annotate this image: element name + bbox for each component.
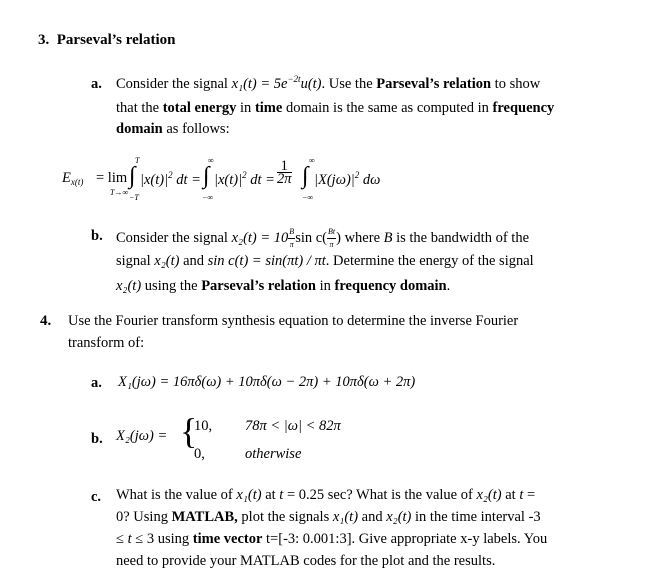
q3a-line3: domain as follows: xyxy=(116,121,230,137)
q4b-lhs: X₂(jω) = xyxy=(116,428,168,444)
q3b-line3: x₂(t) using the Parseval’s relation in frequency domain. xyxy=(116,278,451,294)
q4c-line4: need to provide your MATLAB codes for the plot and the results. xyxy=(116,553,496,569)
q3a-letter: a. xyxy=(91,76,102,92)
q3b-line1: Consider the signal x₂(t) = 10 $\frac{B}{\pi}$ sin c( $\frac{Bt}{\pi}$ ) where B is the bandwidth of the xyxy=(116,227,530,249)
q4b-case2-condition: otherwise xyxy=(245,446,302,462)
q3b-letter: b. xyxy=(91,228,103,244)
q4-line1: Use the Fourier transform synthesis equation to determine the inverse Fourier xyxy=(68,313,519,329)
q4c-line3: ≤ t ≤ 3 using time vector t=[-3: 0.001:3]. Give appropriate x-y labels. You xyxy=(116,531,548,547)
q3-heading xyxy=(38,32,175,49)
q3a-signal: $x_1(t) = 5e^{-2t}u(t)$ xyxy=(231,74,322,92)
q4c-letter: c. xyxy=(91,489,102,505)
q4c-line1: What is the value of x₁(t) at t = 0.25 sec? What is the value of x₂(t) at t = xyxy=(116,487,536,503)
q3-number: 3. xyxy=(38,32,50,48)
q3b-line2: signal x₂(t) and sin c(t) = sin(πt) / πt. Determine the energy of the signal xyxy=(116,253,534,269)
q4b-case1-value: 10, xyxy=(194,418,213,434)
q4a-equation: X₁(jω) = 16πδ(ω) + 10πδ(ω − 2π) + 10πδ(ω + 2π) xyxy=(118,374,416,390)
q4b-brace: { xyxy=(180,411,198,451)
q4-number: 4. xyxy=(40,313,52,329)
q4b-case2-value: 0, xyxy=(194,446,205,462)
q3a-line2: that the total energy in time domain is the same as computed in frequency xyxy=(116,100,555,116)
q4b-case1-condition: 78π < |ω| < 82π xyxy=(245,418,341,434)
q4a-letter: a. xyxy=(91,375,102,391)
q4-line2: transform of: xyxy=(68,335,145,351)
q4c-line2: 0? Using MATLAB, plot the signals x₁(t) and x₂(t) in the time interval -3 xyxy=(116,509,541,525)
q4b-letter: b. xyxy=(91,431,103,447)
q3-title: Parseval’s relation xyxy=(56,32,176,48)
q3a-line1: Consider the signal $x_1(t) = 5e^{-2t}u(t)$. Use the Parseval’s relation to show xyxy=(116,74,541,92)
parseval-equation: $E_{x(t)}$ = lim T→∞ T ∫ −T $|x(t)|^2$ dt = ∞ ∫ −∞ $|x(t)|^2$ dt = $\frac{1}{2\pi}$ ∞ ∫ −∞ $|X(j\omega)|^2$ dω xyxy=(62,156,381,202)
